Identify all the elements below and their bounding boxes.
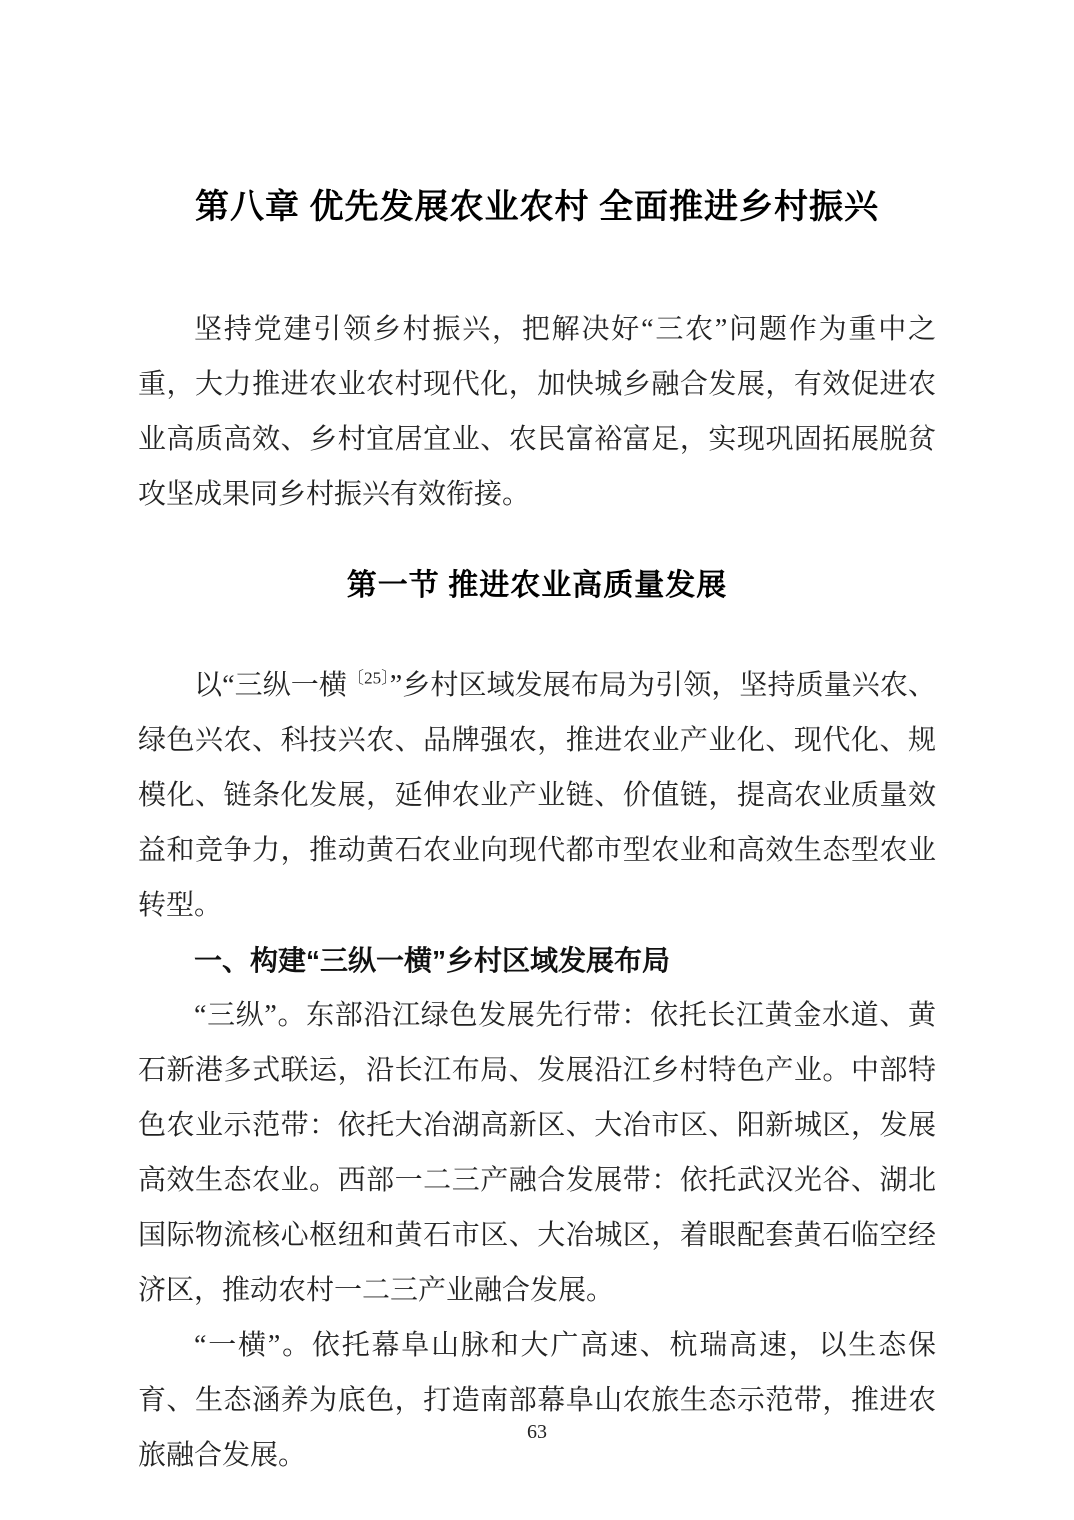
paragraph-rural-layout-before-ref: 以“三纵一横 bbox=[194, 670, 347, 701]
paragraph-rural-layout bbox=[138, 658, 936, 933]
intro-paragraph: 坚持党建引领乡村振兴，把解决好“三农”问题作为重中之重，大力推进农业农村现代化，加快城乡融合发展，有效促进农业高质高效、乡村宜居宜业、农民富裕富足，实现巩固拓展脱贫攻坚成果同乡村振兴有效衔接。 bbox=[138, 314, 936, 510]
subheading-three-vertical-one-horizontal: 一、构建“三纵一横”乡村区域发展布局 bbox=[194, 945, 671, 976]
page-number: 63 bbox=[527, 1421, 547, 1443]
paragraph-rural-layout-after-ref: ”乡村区域发展布局为引领，坚持质量兴农、绿色兴农、科技兴农、品牌强农，推进农业产业化、现代化、规模化、链条化发展，延伸农业产业链、价值链，提高农业质量效益和竞争力，推动黄石农业向现代都市型农业和高效生态型农业转型。 bbox=[138, 670, 936, 921]
paragraph-one-horizontal: “一横”。依托幕阜山脉和大广高速、杭瑞高速，以生态保育、生态涵养为底色，打造南部幕阜山农旅生态示范带，推进农旅融合发展。 bbox=[138, 1330, 936, 1471]
footnote-ref-25: 〔25〕 bbox=[347, 668, 390, 688]
section-title: 第一节 推进农业高质量发展 bbox=[346, 569, 728, 602]
chapter-title: 第八章 优先发展农业农村 全面推进乡村振兴 bbox=[195, 189, 879, 226]
paragraph-three-vertical: “三纵”。东部沿江绿色发展先行带：依托长江黄金水道、黄石新港多式联运，沿长江布局、发展沿江乡村特色产业。中部特色农业示范带：依托大冶湖高新区、大冶市区、阳新城区，发展高效生态农业。西部一二三产融合发展带：依托武汉光谷、湖北国际物流核心枢纽和黄石市区、大冶城区，着眼配套黄石临空经济区，推动农村一二三产业融合发展。 bbox=[138, 1000, 936, 1306]
